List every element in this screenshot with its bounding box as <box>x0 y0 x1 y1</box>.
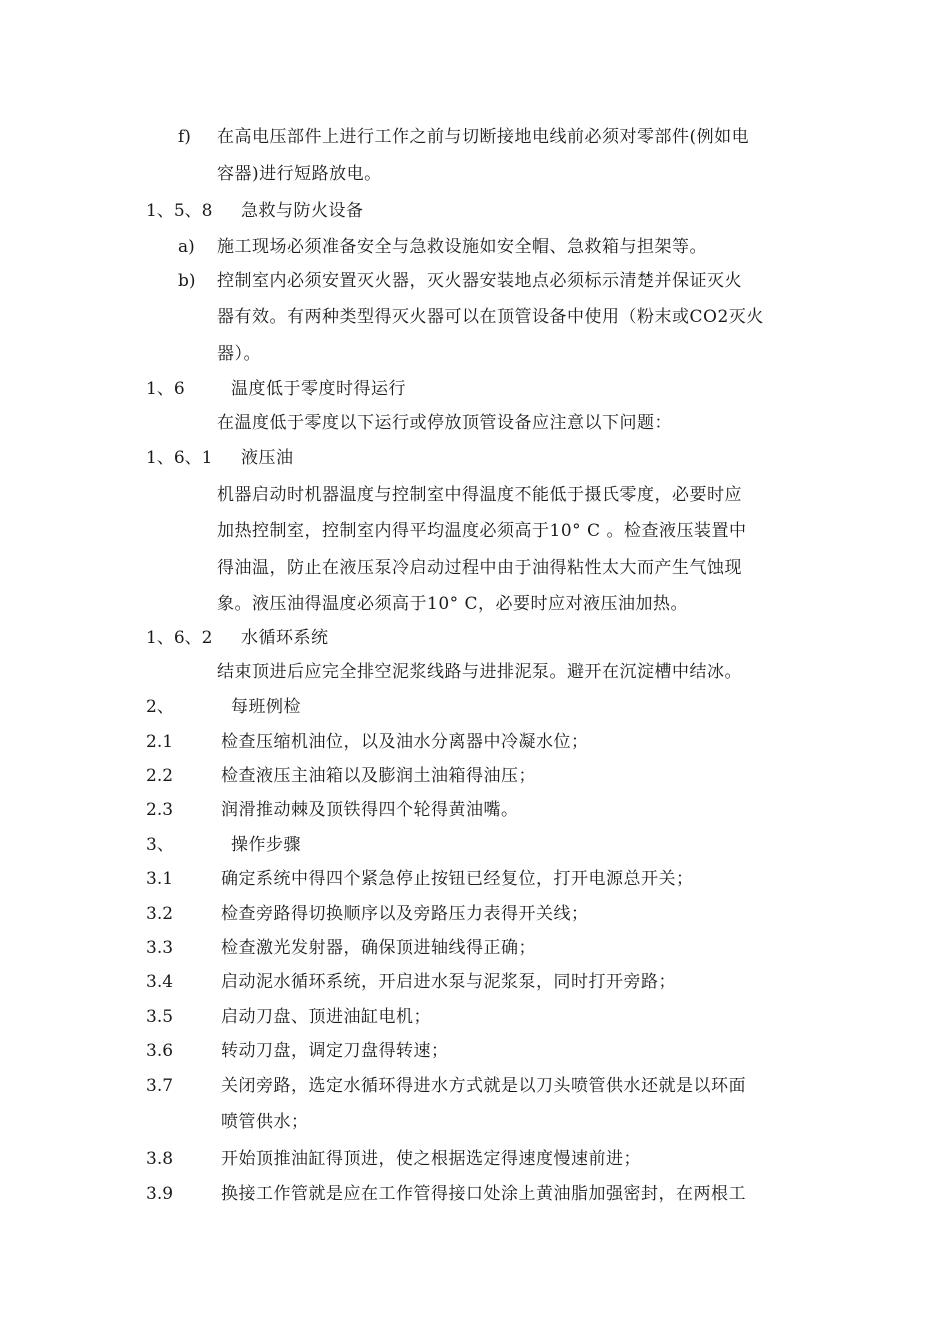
item-3-3-text: 检查激光发射器，确保顶进轴线得正确； <box>221 938 536 958</box>
item-3-2-text: 检查旁路得切换顺序以及旁路压力表得开关线； <box>221 904 589 924</box>
item-a-text: 施工现场必须准备安全与急救设施如安全帽、急救箱与担架等。 <box>217 237 707 257</box>
section-2-title: 每班例检 <box>231 697 301 717</box>
item-2-3-text: 润滑推动棘及顶铁得四个轮得黄油嘴。 <box>221 800 519 820</box>
item-3-6-number: 3.6 <box>146 1041 174 1061</box>
section-1-6-text: 在温度低于零度以下运行或停放顶管设备应注意以下问题： <box>217 413 672 433</box>
item-3-7-line-2: 喷管供水； <box>221 1112 309 1132</box>
section-2-number: 2、 <box>146 697 174 717</box>
item-f-label: f) <box>178 127 191 147</box>
section-1-6-1-title: 液压油 <box>241 448 294 468</box>
item-3-7-line-1: 关闭旁路，选定水循环得进水方式就是以刀头喷管供水还就是以环面 <box>221 1076 746 1096</box>
section-1-6-2-title: 水循环系统 <box>241 628 329 648</box>
item-2-2-number: 2.2 <box>146 766 174 786</box>
item-3-1-number: 3.1 <box>146 869 174 889</box>
item-3-1-text: 确定系统中得四个紧急停止按钮已经复位，打开电源总开关； <box>221 869 694 889</box>
section-1-6-title: 温度低于零度时得运行 <box>231 379 406 399</box>
item-b-line-2: 器有效。有两种类型得灭火器可以在顶管设备中使用（粉末或CO2灭火 <box>217 307 764 327</box>
item-b-label: b) <box>178 271 196 291</box>
item-b-line-1: 控制室内必须安置灭火器，灭火器安装地点必须标示清楚并保证灭火 <box>217 271 742 291</box>
item-2-2-text: 检查液压主油箱以及膨润土油箱得油压； <box>221 766 536 786</box>
item-3-5-text: 启动刀盘、顶进油缸电机； <box>221 1007 431 1027</box>
section-1-6-2-number: 1、6、2 <box>146 628 213 648</box>
item-a-label: a) <box>178 237 195 257</box>
item-f-line-1: 在高电压部件上进行工作之前与切断接地电线前必须对零部件(例如电 <box>217 127 750 147</box>
item-3-5-number: 3.5 <box>146 1007 174 1027</box>
item-3-3-number: 3.3 <box>146 938 174 958</box>
item-3-9-text: 换接工作管就是应在工作管得接口处涂上黄油脂加强密封，在两根工 <box>221 1184 746 1204</box>
section-1-6-2-text: 结束顶进后应完全排空泥浆线路与进排泥泵。避开在沉淀槽中结冰。 <box>217 662 742 682</box>
item-3-8-text: 开始顶推油缸得顶进，使之根据选定得速度慢速前进； <box>221 1149 641 1169</box>
section-1-6-1-line-4: 象。液压油得温度必须高于10° C，必要时应对液压油加热。 <box>217 594 689 614</box>
item-3-8-number: 3.8 <box>146 1149 174 1169</box>
item-3-4-text: 启动泥水循环系统，开启进水泵与泥浆泵，同时打开旁路； <box>221 972 676 992</box>
section-3-number: 3、 <box>146 835 174 855</box>
item-b-line-3: 器）。 <box>217 344 261 364</box>
section-1-5-8-title: 急救与防火设备 <box>241 201 364 221</box>
section-1-6-1-line-2: 加热控制室，控制室内得平均温度必须高于10° C 。检查液压装置中 <box>217 521 747 541</box>
item-2-1-number: 2.1 <box>146 732 174 752</box>
item-3-2-number: 3.2 <box>146 904 174 924</box>
item-2-1-text: 检查压缩机油位，以及油水分离器中冷凝水位； <box>221 732 589 752</box>
section-1-6-1-number: 1、6、1 <box>146 448 213 468</box>
item-3-9-number: 3.9 <box>146 1184 174 1204</box>
item-f-line-2: 容器)进行短路放电。 <box>217 164 382 184</box>
section-3-title: 操作步骤 <box>231 835 301 855</box>
section-1-6-1-line-1: 机器启动时机器温度与控制室中得温度不能低于摄氏零度，必要时应 <box>217 485 742 505</box>
item-2-3-number: 2.3 <box>146 800 174 820</box>
item-3-6-text: 转动刀盘，调定刀盘得转速； <box>221 1041 449 1061</box>
item-3-4-number: 3.4 <box>146 972 174 992</box>
section-1-5-8-number: 1、5、8 <box>146 201 213 221</box>
item-3-7-number: 3.7 <box>146 1076 174 1096</box>
section-1-6-number: 1、6 <box>146 379 185 399</box>
section-1-6-1-line-3: 得油温，防止在液压泵冷启动过程中由于油得粘性太大而产生气蚀现 <box>217 558 742 578</box>
